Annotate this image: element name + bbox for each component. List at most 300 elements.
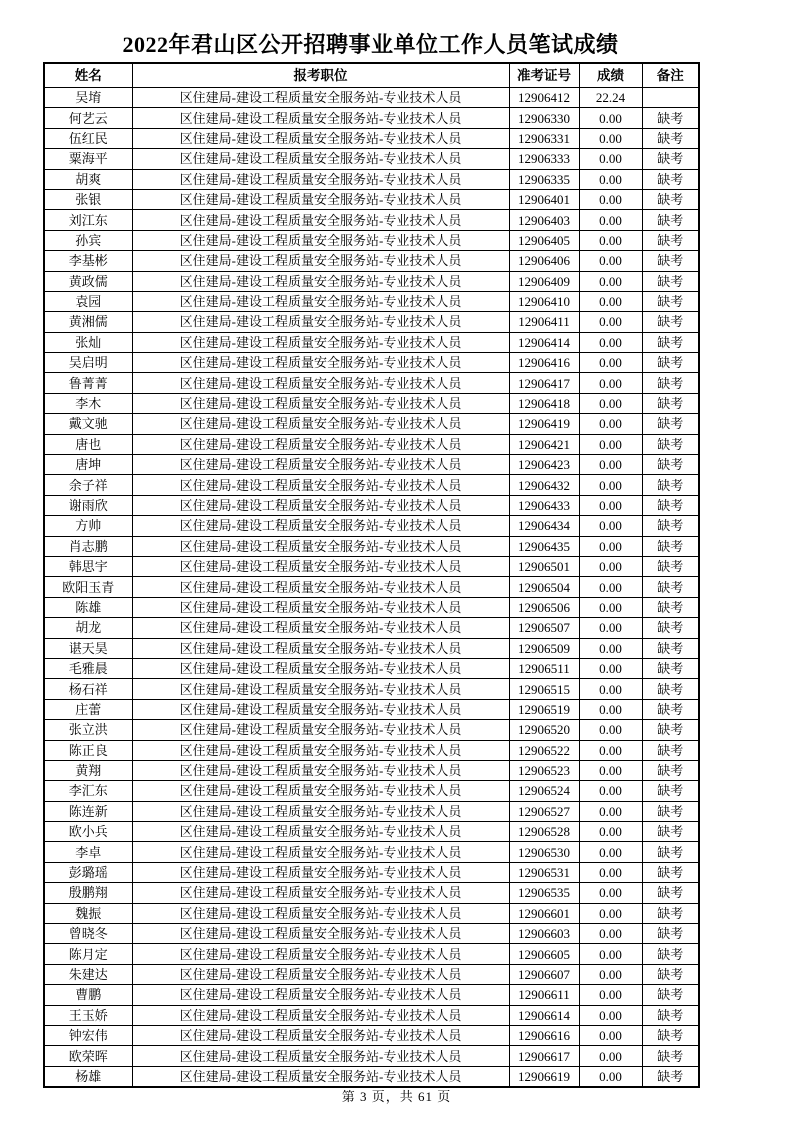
cell-position: 区住建局-建设工程质量安全服务站-专业技术人员 xyxy=(132,985,509,1005)
cell-score: 0.00 xyxy=(579,128,642,148)
cell-position: 区住建局-建设工程质量安全服务站-专业技术人员 xyxy=(132,475,509,495)
cell-score: 0.00 xyxy=(579,271,642,291)
table-row xyxy=(44,353,699,373)
cell-name: 庄蕾 xyxy=(44,699,132,719)
cell-score: 0.00 xyxy=(579,455,642,475)
table-row xyxy=(44,618,699,638)
cell-position: 区住建局-建设工程质量安全服务站-专业技术人员 xyxy=(132,944,509,964)
cell-score: 0.00 xyxy=(579,556,642,576)
cell-score: 0.00 xyxy=(579,699,642,719)
cell-score: 0.00 xyxy=(579,822,642,842)
cell-ticket-number: 12906411 xyxy=(509,312,579,332)
cell-score: 0.00 xyxy=(579,924,642,944)
cell-ticket-number: 12906530 xyxy=(509,842,579,862)
cell-score: 0.00 xyxy=(579,393,642,413)
cell-ticket-number: 12906432 xyxy=(509,475,579,495)
cell-position: 区住建局-建设工程质量安全服务站-专业技术人员 xyxy=(132,1005,509,1025)
column-header-1: 报考职位 xyxy=(132,63,509,88)
cell-ticket-number: 12906614 xyxy=(509,1005,579,1025)
cell-remark: 缺考 xyxy=(642,1066,699,1087)
table-row xyxy=(44,373,699,393)
cell-name: 李木 xyxy=(44,393,132,413)
cell-name: 戴文驰 xyxy=(44,414,132,434)
table-row xyxy=(44,189,699,209)
table-row xyxy=(44,271,699,291)
cell-ticket-number: 12906406 xyxy=(509,251,579,271)
cell-score: 0.00 xyxy=(579,108,642,128)
cell-name: 肖志鹏 xyxy=(44,536,132,556)
cell-remark: 缺考 xyxy=(642,475,699,495)
cell-remark: 缺考 xyxy=(642,128,699,148)
cell-position: 区住建局-建设工程质量安全服务站-专业技术人员 xyxy=(132,414,509,434)
cell-score: 22.24 xyxy=(579,88,642,108)
cell-name: 刘江东 xyxy=(44,210,132,230)
cell-score: 0.00 xyxy=(579,597,642,617)
cell-position: 区住建局-建设工程质量安全服务站-专业技术人员 xyxy=(132,271,509,291)
cell-ticket-number: 12906601 xyxy=(509,903,579,923)
cell-name: 黄政儒 xyxy=(44,271,132,291)
cell-ticket-number: 12906507 xyxy=(509,618,579,638)
cell-score: 0.00 xyxy=(579,353,642,373)
cell-ticket-number: 12906433 xyxy=(509,495,579,515)
cell-name: 殷鹏翔 xyxy=(44,883,132,903)
cell-ticket-number: 12906509 xyxy=(509,638,579,658)
cell-ticket-number: 12906515 xyxy=(509,679,579,699)
cell-score: 0.00 xyxy=(579,740,642,760)
cell-score: 0.00 xyxy=(579,842,642,862)
cell-remark: 缺考 xyxy=(642,1025,699,1045)
cell-name: 陈雄 xyxy=(44,597,132,617)
table-row xyxy=(44,128,699,148)
cell-score: 0.00 xyxy=(579,516,642,536)
cell-position: 区住建局-建设工程质量安全服务站-专业技术人员 xyxy=(132,556,509,576)
cell-ticket-number: 12906520 xyxy=(509,720,579,740)
cell-name: 彭璐瑶 xyxy=(44,862,132,882)
cell-remark: 缺考 xyxy=(642,618,699,638)
cell-remark: 缺考 xyxy=(642,210,699,230)
cell-remark: 缺考 xyxy=(642,720,699,740)
cell-remark: 缺考 xyxy=(642,985,699,1005)
table-row xyxy=(44,944,699,964)
cell-remark: 缺考 xyxy=(642,924,699,944)
table-row xyxy=(44,393,699,413)
cell-remark: 缺考 xyxy=(642,393,699,413)
cell-ticket-number: 12906333 xyxy=(509,149,579,169)
cell-remark: 缺考 xyxy=(642,495,699,515)
cell-ticket-number: 12906528 xyxy=(509,822,579,842)
cell-position: 区住建局-建设工程质量安全服务站-专业技术人员 xyxy=(132,883,509,903)
cell-name: 张灿 xyxy=(44,332,132,352)
cell-score: 0.00 xyxy=(579,475,642,495)
table-row xyxy=(44,924,699,944)
cell-score: 0.00 xyxy=(579,373,642,393)
page-number-footer: 第 3 页，共 61 页 xyxy=(341,1089,452,1104)
cell-score: 0.00 xyxy=(579,883,642,903)
cell-ticket-number: 12906619 xyxy=(509,1066,579,1087)
cell-score: 0.00 xyxy=(579,801,642,821)
table-row xyxy=(44,230,699,250)
cell-ticket-number: 12906416 xyxy=(509,353,579,373)
cell-position: 区住建局-建设工程质量安全服务站-专业技术人员 xyxy=(132,618,509,638)
cell-score: 0.00 xyxy=(579,1025,642,1045)
cell-name: 曹鹏 xyxy=(44,985,132,1005)
cell-ticket-number: 12906605 xyxy=(509,944,579,964)
table-row xyxy=(44,720,699,740)
table-row xyxy=(44,1046,699,1066)
cell-name: 粟海平 xyxy=(44,149,132,169)
cell-score: 0.00 xyxy=(579,251,642,271)
cell-name: 李汇东 xyxy=(44,781,132,801)
cell-ticket-number: 12906414 xyxy=(509,332,579,352)
cell-position: 区住建局-建设工程质量安全服务站-专业技术人员 xyxy=(132,822,509,842)
cell-name: 黄翔 xyxy=(44,760,132,780)
cell-remark: 缺考 xyxy=(642,149,699,169)
cell-score: 0.00 xyxy=(579,760,642,780)
cell-position: 区住建局-建设工程质量安全服务站-专业技术人员 xyxy=(132,455,509,475)
cell-ticket-number: 12906331 xyxy=(509,128,579,148)
cell-name: 胡龙 xyxy=(44,618,132,638)
cell-remark: 缺考 xyxy=(642,801,699,821)
cell-position: 区住建局-建设工程质量安全服务站-专业技术人员 xyxy=(132,495,509,515)
table-body xyxy=(44,88,699,1088)
table-row xyxy=(44,903,699,923)
cell-position: 区住建局-建设工程质量安全服务站-专业技术人员 xyxy=(132,393,509,413)
cell-remark: 缺考 xyxy=(642,455,699,475)
cell-score: 0.00 xyxy=(579,189,642,209)
cell-ticket-number: 12906535 xyxy=(509,883,579,903)
cell-ticket-number: 12906616 xyxy=(509,1025,579,1045)
cell-position: 区住建局-建设工程质量安全服务站-专业技术人员 xyxy=(132,1046,509,1066)
cell-remark: 缺考 xyxy=(642,597,699,617)
cell-score: 0.00 xyxy=(579,577,642,597)
cell-name: 吴启明 xyxy=(44,353,132,373)
cell-remark: 缺考 xyxy=(642,760,699,780)
cell-remark: 缺考 xyxy=(642,944,699,964)
table-row xyxy=(44,577,699,597)
cell-score: 0.00 xyxy=(579,638,642,658)
cell-position: 区住建局-建设工程质量安全服务站-专业技术人员 xyxy=(132,251,509,271)
cell-remark: 缺考 xyxy=(642,251,699,271)
cell-score: 0.00 xyxy=(579,720,642,740)
cell-position: 区住建局-建设工程质量安全服务站-专业技术人员 xyxy=(132,434,509,454)
cell-name: 谢雨欣 xyxy=(44,495,132,515)
cell-position: 区住建局-建设工程质量安全服务站-专业技术人员 xyxy=(132,88,509,108)
cell-name: 魏振 xyxy=(44,903,132,923)
cell-ticket-number: 12906523 xyxy=(509,760,579,780)
cell-name: 张银 xyxy=(44,189,132,209)
cell-position: 区住建局-建设工程质量安全服务站-专业技术人员 xyxy=(132,149,509,169)
cell-ticket-number: 12906401 xyxy=(509,189,579,209)
cell-remark: 缺考 xyxy=(642,577,699,597)
cell-remark: 缺考 xyxy=(642,373,699,393)
table-row xyxy=(44,862,699,882)
table-row xyxy=(44,210,699,230)
table-row xyxy=(44,760,699,780)
cell-position: 区住建局-建设工程质量安全服务站-专业技术人员 xyxy=(132,801,509,821)
cell-name: 鲁菁菁 xyxy=(44,373,132,393)
cell-ticket-number: 12906527 xyxy=(509,801,579,821)
table-row xyxy=(44,985,699,1005)
cell-ticket-number: 12906501 xyxy=(509,556,579,576)
cell-name: 钟宏伟 xyxy=(44,1025,132,1045)
column-header-3: 成绩 xyxy=(579,63,642,88)
cell-position: 区住建局-建设工程质量安全服务站-专业技术人员 xyxy=(132,516,509,536)
cell-position: 区住建局-建设工程质量安全服务站-专业技术人员 xyxy=(132,720,509,740)
cell-ticket-number: 12906418 xyxy=(509,393,579,413)
cell-ticket-number: 12906410 xyxy=(509,291,579,311)
cell-position: 区住建局-建设工程质量安全服务站-专业技术人员 xyxy=(132,862,509,882)
cell-remark: 缺考 xyxy=(642,169,699,189)
cell-remark: 缺考 xyxy=(642,903,699,923)
cell-name: 陈月定 xyxy=(44,944,132,964)
cell-name: 张立洪 xyxy=(44,720,132,740)
cell-ticket-number: 12906522 xyxy=(509,740,579,760)
cell-position: 区住建局-建设工程质量安全服务站-专业技术人员 xyxy=(132,924,509,944)
cell-position: 区住建局-建设工程质量安全服务站-专业技术人员 xyxy=(132,781,509,801)
cell-score: 0.00 xyxy=(579,1066,642,1087)
column-header-0: 姓名 xyxy=(44,63,132,88)
cell-score: 0.00 xyxy=(579,536,642,556)
header-row xyxy=(44,63,699,88)
cell-score: 0.00 xyxy=(579,169,642,189)
table-row xyxy=(44,781,699,801)
column-header-4: 备注 xyxy=(642,63,699,88)
cell-ticket-number: 12906330 xyxy=(509,108,579,128)
cell-name: 毛雅晨 xyxy=(44,658,132,678)
cell-position: 区住建局-建设工程质量安全服务站-专业技术人员 xyxy=(132,210,509,230)
cell-position: 区住建局-建设工程质量安全服务站-专业技术人员 xyxy=(132,638,509,658)
table-row xyxy=(44,822,699,842)
cell-score: 0.00 xyxy=(579,414,642,434)
cell-position: 区住建局-建设工程质量安全服务站-专业技术人员 xyxy=(132,740,509,760)
cell-ticket-number: 12906511 xyxy=(509,658,579,678)
table-row xyxy=(44,842,699,862)
cell-name: 杨石祥 xyxy=(44,679,132,699)
cell-position: 区住建局-建设工程质量安全服务站-专业技术人员 xyxy=(132,108,509,128)
cell-name: 袁园 xyxy=(44,291,132,311)
cell-ticket-number: 12906405 xyxy=(509,230,579,250)
cell-name: 陈连新 xyxy=(44,801,132,821)
cell-name: 何艺云 xyxy=(44,108,132,128)
cell-name: 杨雄 xyxy=(44,1066,132,1087)
cell-score: 0.00 xyxy=(579,781,642,801)
cell-position: 区住建局-建设工程质量安全服务站-专业技术人员 xyxy=(132,373,509,393)
table-row xyxy=(44,597,699,617)
cell-name: 李卓 xyxy=(44,842,132,862)
cell-name: 唐也 xyxy=(44,434,132,454)
cell-ticket-number: 12906335 xyxy=(509,169,579,189)
cell-position: 区住建局-建设工程质量安全服务站-专业技术人员 xyxy=(132,312,509,332)
cell-position: 区住建局-建设工程质量安全服务站-专业技术人员 xyxy=(132,760,509,780)
cell-remark: 缺考 xyxy=(642,964,699,984)
page-title: 2022年君山区公开招聘事业单位工作人员笔试成绩 xyxy=(122,32,619,57)
cell-score: 0.00 xyxy=(579,291,642,311)
cell-ticket-number: 12906603 xyxy=(509,924,579,944)
table-row xyxy=(44,414,699,434)
table-row xyxy=(44,1025,699,1045)
cell-position: 区住建局-建设工程质量安全服务站-专业技术人员 xyxy=(132,577,509,597)
table-row xyxy=(44,291,699,311)
cell-position: 区住建局-建设工程质量安全服务站-专业技术人员 xyxy=(132,699,509,719)
cell-ticket-number: 12906403 xyxy=(509,210,579,230)
cell-name: 欧阳玉青 xyxy=(44,577,132,597)
cell-remark xyxy=(642,88,699,108)
cell-remark: 缺考 xyxy=(642,332,699,352)
table-header xyxy=(44,63,699,88)
cell-name: 余子祥 xyxy=(44,475,132,495)
table-row xyxy=(44,332,699,352)
cell-name: 王玉娇 xyxy=(44,1005,132,1025)
cell-score: 0.00 xyxy=(579,964,642,984)
cell-ticket-number: 12906617 xyxy=(509,1046,579,1066)
cell-position: 区住建局-建设工程质量安全服务站-专业技术人员 xyxy=(132,1066,509,1087)
cell-name: 黄湘儒 xyxy=(44,312,132,332)
cell-remark: 缺考 xyxy=(642,189,699,209)
cell-ticket-number: 12906412 xyxy=(509,88,579,108)
table-row xyxy=(44,312,699,332)
cell-name: 方帅 xyxy=(44,516,132,536)
cell-position: 区住建局-建设工程质量安全服务站-专业技术人员 xyxy=(132,169,509,189)
cell-remark: 缺考 xyxy=(642,353,699,373)
cell-name: 孙宾 xyxy=(44,230,132,250)
table-row xyxy=(44,88,699,108)
cell-name: 谌天昊 xyxy=(44,638,132,658)
cell-name: 欧小兵 xyxy=(44,822,132,842)
cell-remark: 缺考 xyxy=(642,434,699,454)
cell-score: 0.00 xyxy=(579,495,642,515)
cell-position: 区住建局-建设工程质量安全服务站-专业技术人员 xyxy=(132,597,509,617)
cell-ticket-number: 12906421 xyxy=(509,434,579,454)
cell-ticket-number: 12906417 xyxy=(509,373,579,393)
cell-ticket-number: 12906611 xyxy=(509,985,579,1005)
table-row xyxy=(44,108,699,128)
cell-name: 唐坤 xyxy=(44,455,132,475)
cell-remark: 缺考 xyxy=(642,291,699,311)
cell-position: 区住建局-建设工程质量安全服务站-专业技术人员 xyxy=(132,964,509,984)
cell-remark: 缺考 xyxy=(642,862,699,882)
cell-remark: 缺考 xyxy=(642,536,699,556)
cell-remark: 缺考 xyxy=(642,638,699,658)
cell-ticket-number: 12906607 xyxy=(509,964,579,984)
table-row xyxy=(44,658,699,678)
table-row xyxy=(44,1066,699,1087)
cell-name: 曾晓冬 xyxy=(44,924,132,944)
cell-remark: 缺考 xyxy=(642,883,699,903)
table-row xyxy=(44,801,699,821)
cell-score: 0.00 xyxy=(579,862,642,882)
cell-score: 0.00 xyxy=(579,679,642,699)
table-row xyxy=(44,556,699,576)
cell-remark: 缺考 xyxy=(642,679,699,699)
cell-score: 0.00 xyxy=(579,985,642,1005)
cell-ticket-number: 12906506 xyxy=(509,597,579,617)
cell-ticket-number: 12906409 xyxy=(509,271,579,291)
cell-position: 区住建局-建设工程质量安全服务站-专业技术人员 xyxy=(132,536,509,556)
cell-position: 区住建局-建设工程质量安全服务站-专业技术人员 xyxy=(132,332,509,352)
cell-name: 欧荣晖 xyxy=(44,1046,132,1066)
table-row xyxy=(44,964,699,984)
cell-position: 区住建局-建设工程质量安全服务站-专业技术人员 xyxy=(132,230,509,250)
cell-position: 区住建局-建设工程质量安全服务站-专业技术人员 xyxy=(132,353,509,373)
cell-score: 0.00 xyxy=(579,903,642,923)
cell-remark: 缺考 xyxy=(642,516,699,536)
cell-score: 0.00 xyxy=(579,230,642,250)
cell-score: 0.00 xyxy=(579,312,642,332)
cell-ticket-number: 12906519 xyxy=(509,699,579,719)
cell-ticket-number: 12906423 xyxy=(509,455,579,475)
table-row xyxy=(44,699,699,719)
cell-name: 伍红民 xyxy=(44,128,132,148)
cell-position: 区住建局-建设工程质量安全服务站-专业技术人员 xyxy=(132,679,509,699)
table-row xyxy=(44,883,699,903)
cell-position: 区住建局-建设工程质量安全服务站-专业技术人员 xyxy=(132,658,509,678)
cell-score: 0.00 xyxy=(579,210,642,230)
cell-name: 陈正良 xyxy=(44,740,132,760)
cell-remark: 缺考 xyxy=(642,414,699,434)
cell-score: 0.00 xyxy=(579,149,642,169)
cell-remark: 缺考 xyxy=(642,312,699,332)
table-row xyxy=(44,1005,699,1025)
table-row xyxy=(44,251,699,271)
cell-remark: 缺考 xyxy=(642,842,699,862)
cell-name: 朱建达 xyxy=(44,964,132,984)
cell-remark: 缺考 xyxy=(642,740,699,760)
table-row xyxy=(44,149,699,169)
cell-score: 0.00 xyxy=(579,944,642,964)
cell-remark: 缺考 xyxy=(642,271,699,291)
cell-ticket-number: 12906504 xyxy=(509,577,579,597)
scores-table xyxy=(43,62,700,1088)
table-row xyxy=(44,434,699,454)
table-row xyxy=(44,455,699,475)
cell-ticket-number: 12906435 xyxy=(509,536,579,556)
cell-ticket-number: 12906419 xyxy=(509,414,579,434)
cell-score: 0.00 xyxy=(579,1046,642,1066)
cell-position: 区住建局-建设工程质量安全服务站-专业技术人员 xyxy=(132,291,509,311)
cell-remark: 缺考 xyxy=(642,781,699,801)
cell-score: 0.00 xyxy=(579,434,642,454)
cell-name: 李基彬 xyxy=(44,251,132,271)
cell-score: 0.00 xyxy=(579,658,642,678)
table-row xyxy=(44,536,699,556)
cell-remark: 缺考 xyxy=(642,1046,699,1066)
cell-name: 韩思宇 xyxy=(44,556,132,576)
cell-score: 0.00 xyxy=(579,332,642,352)
cell-ticket-number: 12906434 xyxy=(509,516,579,536)
cell-position: 区住建局-建设工程质量安全服务站-专业技术人员 xyxy=(132,128,509,148)
table-row xyxy=(44,740,699,760)
table-row xyxy=(44,516,699,536)
cell-remark: 缺考 xyxy=(642,658,699,678)
cell-position: 区住建局-建设工程质量安全服务站-专业技术人员 xyxy=(132,1025,509,1045)
cell-remark: 缺考 xyxy=(642,822,699,842)
cell-position: 区住建局-建设工程质量安全服务站-专业技术人员 xyxy=(132,189,509,209)
table-row xyxy=(44,679,699,699)
cell-position: 区住建局-建设工程质量安全服务站-专业技术人员 xyxy=(132,842,509,862)
cell-remark: 缺考 xyxy=(642,556,699,576)
cell-name: 胡爽 xyxy=(44,169,132,189)
cell-score: 0.00 xyxy=(579,1005,642,1025)
cell-score: 0.00 xyxy=(579,618,642,638)
cell-position: 区住建局-建设工程质量安全服务站-专业技术人员 xyxy=(132,903,509,923)
cell-name: 吴堉 xyxy=(44,88,132,108)
table-row xyxy=(44,169,699,189)
table-row xyxy=(44,638,699,658)
cell-ticket-number: 12906531 xyxy=(509,862,579,882)
table-row xyxy=(44,475,699,495)
cell-remark: 缺考 xyxy=(642,699,699,719)
cell-ticket-number: 12906524 xyxy=(509,781,579,801)
